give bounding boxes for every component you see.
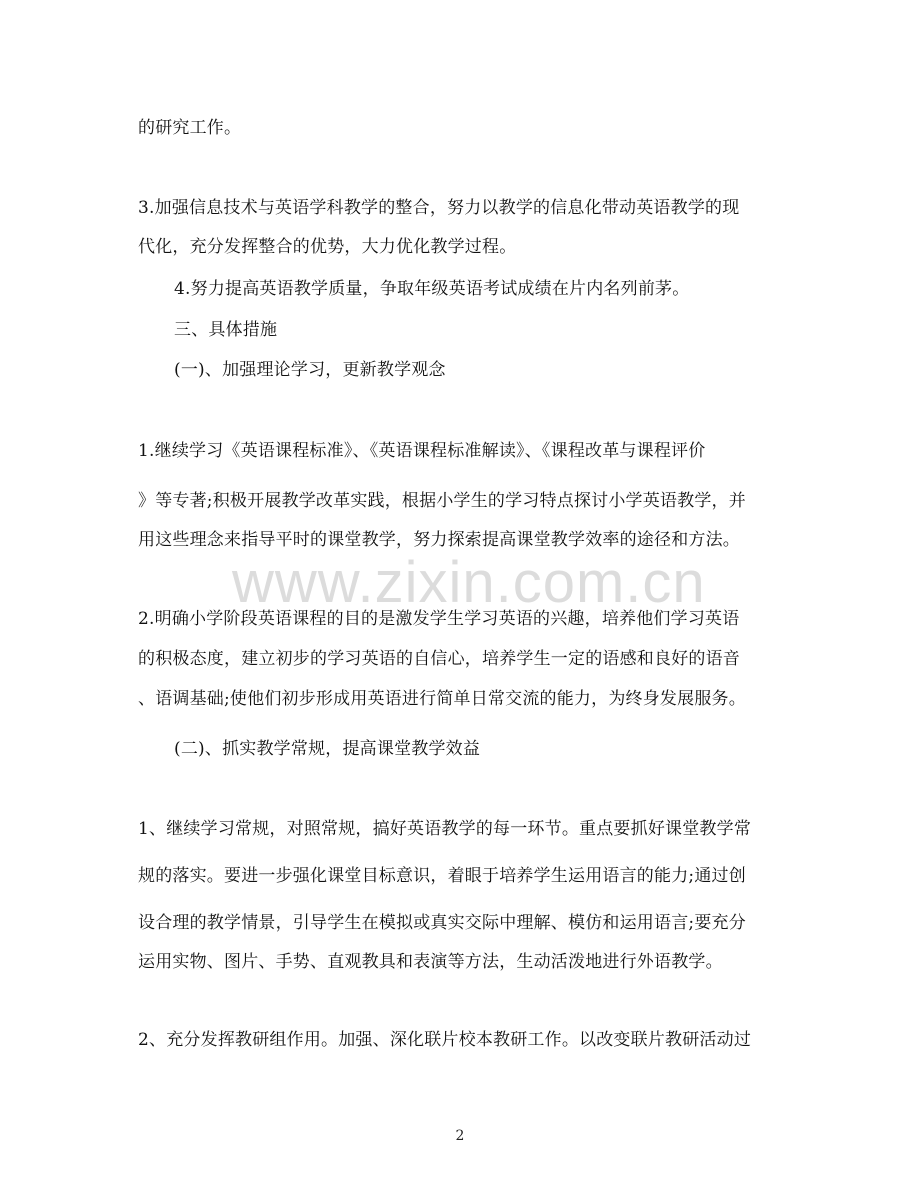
text-line: 》等专著;积极开展教学改革实践，根据小学生的学习特点探讨小学英语教学，并: [138, 491, 746, 511]
text-line: 3.加强信息技术与英语学科教学的整合，努力以教学的信息化带动英语教学的现: [138, 198, 740, 218]
text-line: 4.努力提高英语教学质量，争取年级英语考试成绩在片内名列前茅。: [174, 279, 690, 299]
text-line: 的研究工作。: [138, 118, 242, 138]
page-number: 2: [455, 1128, 465, 1144]
subsection-heading: (二)、抓实教学常规，提高课堂教学效益: [174, 739, 481, 759]
text-line: 设合理的教学情景，引导学生在模拟或真实交际中理解、模仿和运用语言;要充分: [138, 913, 746, 933]
text-line: 的积极态度，建立初步的学习英语的自信心，培养学生一定的语感和良好的语音: [138, 649, 740, 669]
text-line: 用这些理念来指导平时的课堂教学，努力探索提高课堂教学效率的途径和方法。: [138, 530, 740, 550]
text-line: 运用实物、图片、手势、直观教具和表演等方法，生动活泼地进行外语教学。: [138, 952, 723, 972]
text-line: 代化，充分发挥整合的优势，大力优化教学过程。: [138, 237, 517, 257]
text-line: 1、继续学习常规，对照常规，搞好英语教学的每一环节。重点要抓好课堂教学常: [138, 819, 752, 839]
text-line: 2.明确小学阶段英语课程的目的是激发学生学习英语的兴趣，培养他们学习英语: [138, 609, 740, 629]
section-heading: 三、具体措施: [174, 320, 278, 340]
subsection-heading: (一)、加强理论学习，更新教学观念: [174, 360, 446, 380]
text-line: 1.继续学习《英语课程标准》、《英语课程标准解读》、《课程改革与课程评价: [138, 441, 706, 461]
text-line: 2、充分发挥教研组作用。加强、深化联片校本教研工作。以改变联片教研活动过: [138, 1030, 752, 1050]
watermark: www.zixin.com.cn: [232, 550, 706, 615]
text-line: 、语调基础;使他们初步形成用英语进行简单日常交流的能力，为终身发展服务。: [138, 689, 746, 709]
text-line: 规的落实。要进一步强化课堂目标意识，着眼于培养学生运用语言的能力;通过创: [138, 866, 746, 886]
